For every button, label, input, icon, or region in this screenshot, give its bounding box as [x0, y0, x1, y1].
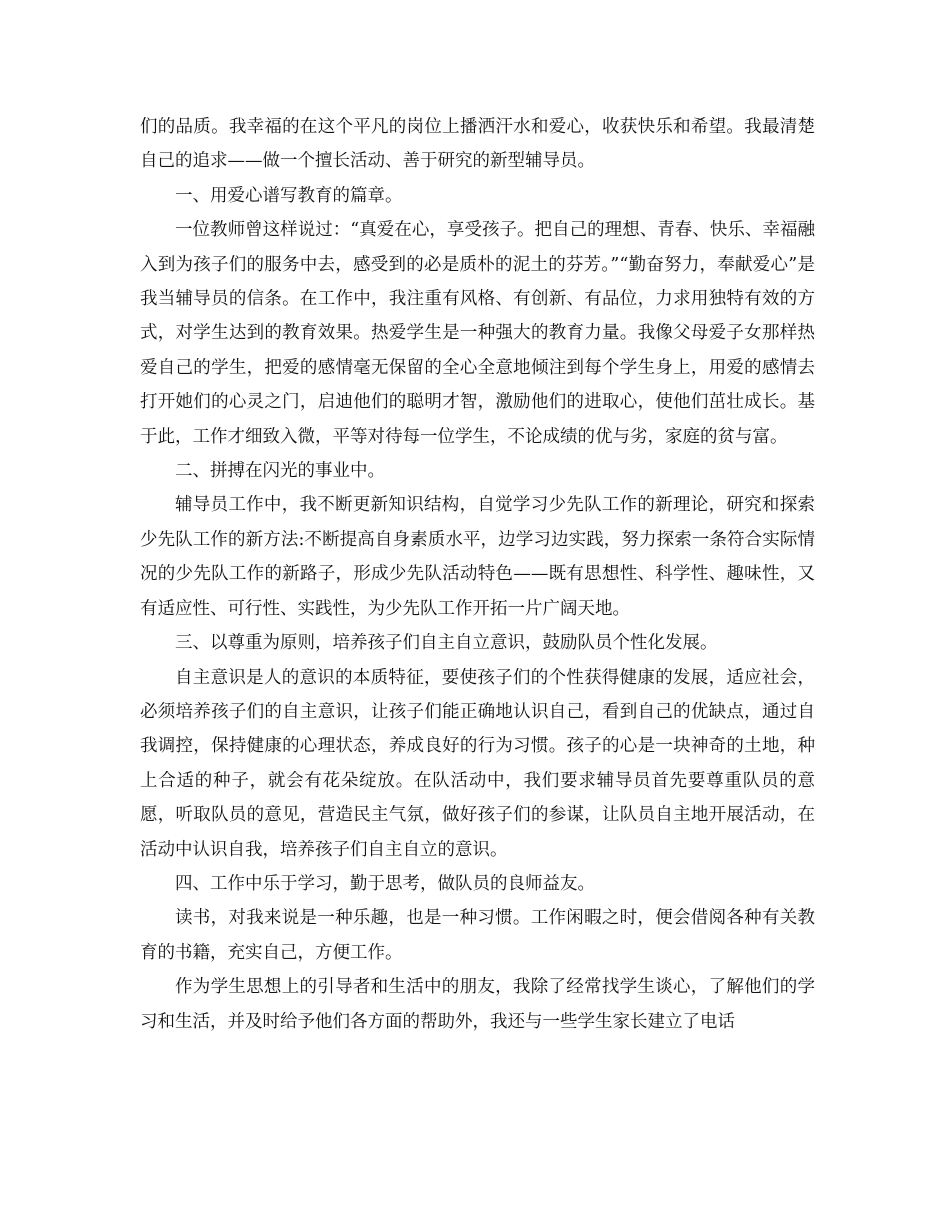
paragraph: 一位教师曾这样说过：“真爱在心，享受孩子。把自己的理想、青春、快乐、幸福融入到为孩子们的服务中去，感受到的必是质朴的泥土的芬芳。”“勤奋努力，奉献爱心”是我当辅导员的信条。在工作中，我注重有风格、有创新、有品位，力求用独特有效的方式，对学生达到的教育效果。热爱学生是一种强大的教育力量。我像父母爱子女那样热爱自己的学生，把爱的感情毫无保留的全心全意地倾注到每个学生身上，用爱的感情去打开她们的心灵之门，启迪他们的聪明才智，激励他们的进取心，使他们茁壮成长。基于此，工作才细致入微，平等对待每一位学生，不论成绩的优与劣，家庭的贫与富。 — [140, 220, 815, 447]
paragraph: 自主意识是人的意识的本质特征，要使孩子们的个性获得健康的发展，适应社会，必须培养孩子们的自主意识，让孩子们能正确地认识自己，看到自己的优缺点，通过自我调控，保持健康的心理状态，养成良好的行为习惯。孩子的心是一块神奇的土地，种上合适的种子，就会有花朵绽放。在队活动中，我们要求辅导员首先要尊重队员的意愿，听取队员的意见，营造民主气氛，做好孩子们的参谋，让队员自主地开展活动，在活动中认识自我，培养孩子们自主自立的意识。 — [140, 667, 815, 860]
paragraph-continuation: 们的品质。我幸福的在这个平凡的岗位上播洒汗水和爱心，收获快乐和希望。我最清楚自己的追求——做一个擅长活动、善于研究的新型辅导员。 — [140, 117, 815, 172]
section-heading-2: 二、拼搏在闪光的事业中。 — [175, 461, 385, 482]
section-heading-3: 三、以尊重为原则，培养孩子们自主自立意识，鼓励队员个性化发展。 — [175, 633, 718, 654]
paragraph: 作为学生思想上的引导者和生活中的朋友，我除了经常找学生谈心，了解他们的学习和生活，并及时给予他们各方面的帮助外，我还与一些学生家长建立了电话 — [140, 977, 815, 1032]
paragraph: 读书，对我来说是一种乐趣，也是一种习惯。工作闲暇之时，便会借阅各种有关教育的书籍，充实自己，方便工作。 — [140, 908, 815, 963]
section-heading-1: 一、用爱心谱写教育的篇章。 — [175, 185, 403, 206]
section-heading-4: 四、工作中乐于学习，勤于思考，做队员的良师益友。 — [175, 873, 595, 894]
paragraph: 辅导员工作中，我不断更新知识结构，自觉学习少先队工作的新理论，研究和探索少先队工作的新方法:不断提高自身素质水平，边学习边实践，努力探索一条符合实际情况的少先队工作的新路子，形成少先队活动特色——既有思想性、科学性、趣味性，又有适应性、可行性、实践性，为少先队工作开拓一片广阔天地。 — [140, 495, 815, 619]
document-body — [140, 110, 815, 1039]
